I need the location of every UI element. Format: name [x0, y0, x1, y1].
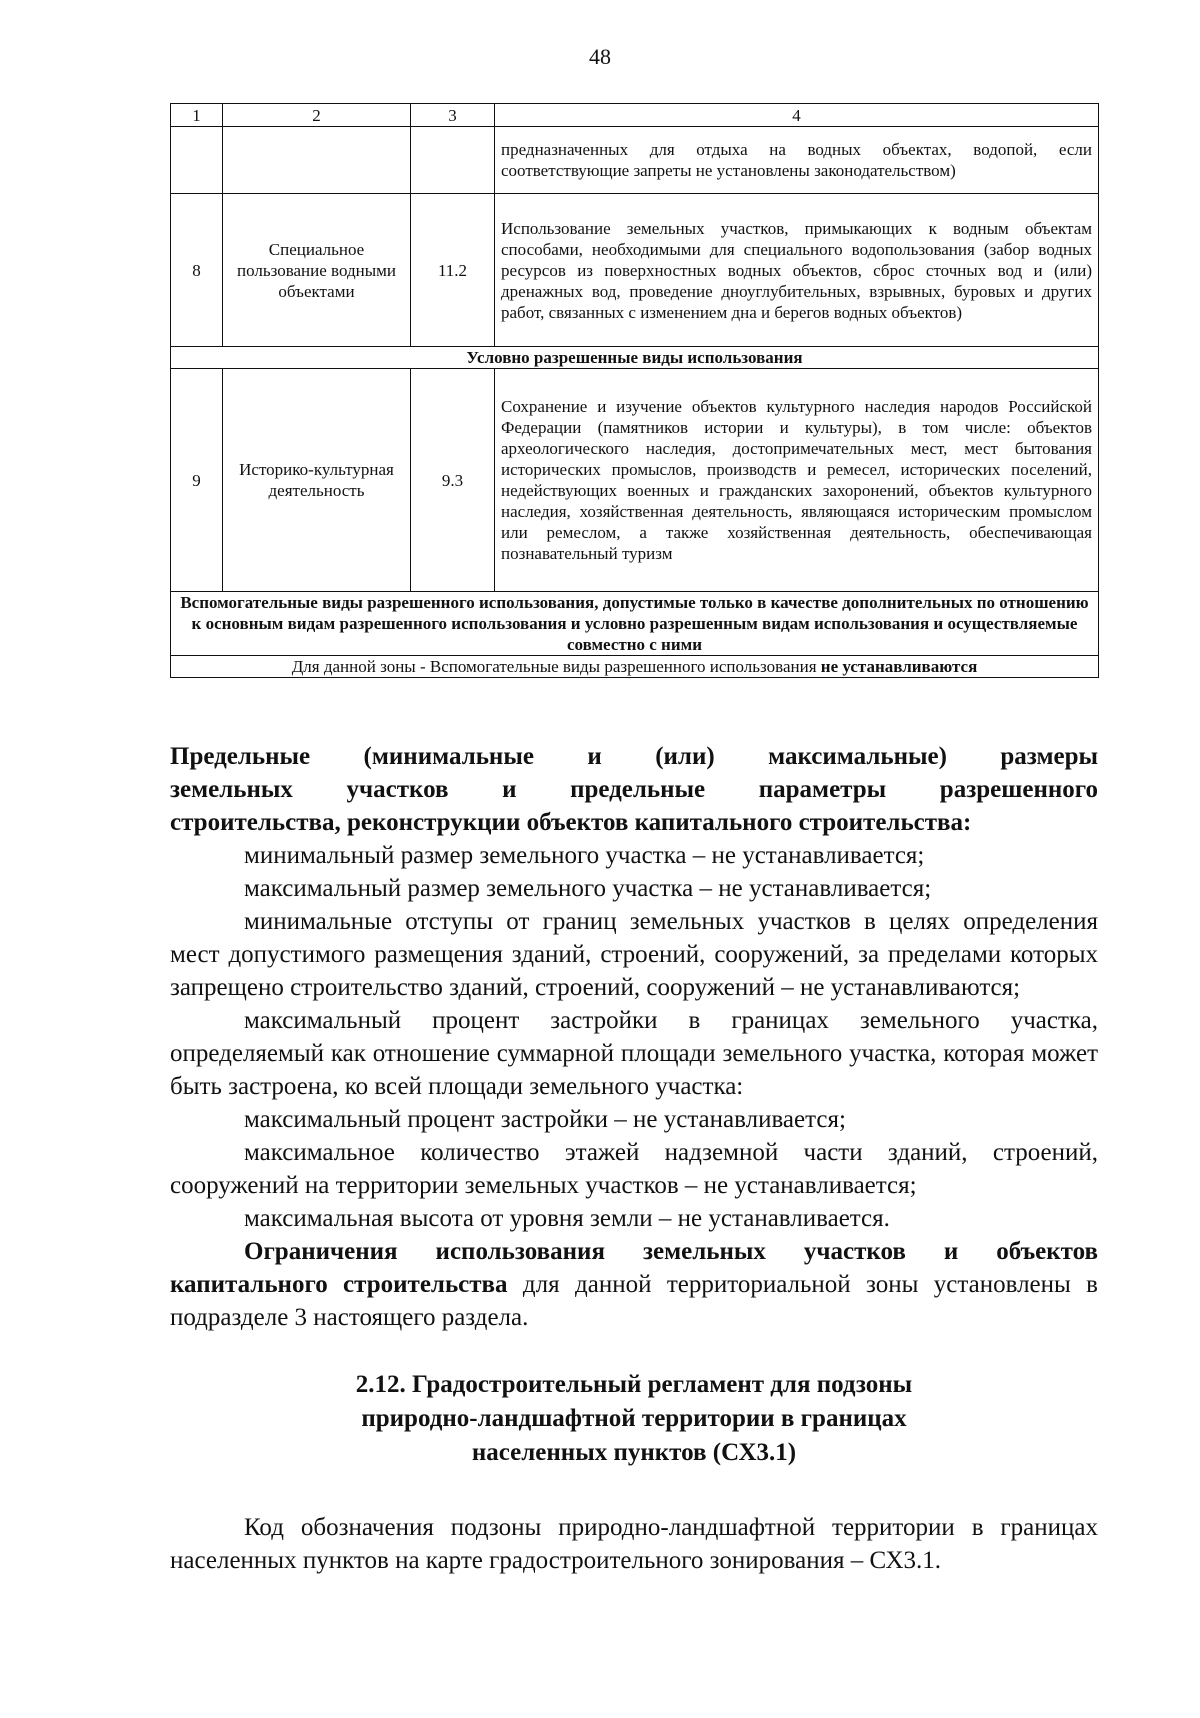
conditional-uses-heading-row	[171, 347, 1099, 369]
table-row-8	[171, 194, 1099, 347]
limits-heading-line-2: земельных участков и предельные параметры разрешенного	[170, 776, 1098, 803]
continued-description: предназначенных для отдыха на водных объектах, водопой, если соответствующие запреты не установлены законодательством)	[495, 127, 1099, 194]
land-use-table	[170, 103, 1099, 678]
auxiliary-uses-heading: Вспомогательные виды разрешенного использования, допустимые только в качестве дополнительных по отношению к основным видам разрешенного использования и условно разрешенным видам использования и осуществляемые совместно с ними	[171, 592, 1099, 656]
restrictions-bold: Ограничения использования земельных участков и объектов капитального строительства	[170, 1238, 1098, 1298]
limits-paragraph: максимальный процент застройки в границах земельного участка, определяемый как отношение суммарной площади земельного участка, которая может быть застроена, ко всей площади земельного участка:	[170, 1007, 1098, 1100]
row-use-name: Специальное пользование водными объектами	[223, 194, 411, 347]
section-title-line-3: населенных пунктов (СХ3.1)	[471, 1439, 797, 1466]
row-number: 9	[171, 369, 223, 592]
auxiliary-note-text: Для данной зоны - Вспомогательные виды разрешенного использования	[291, 657, 821, 676]
row-number: 8	[171, 194, 223, 347]
limits-paragraph: максимальная высота от уровня земли – не устанавливается.	[244, 1205, 890, 1232]
restrictions-paragraph	[170, 1235, 1098, 1334]
row-use-name: Историко-культурная деятельность	[223, 369, 411, 592]
restrictions-rest: для данной территориальной зоны установлены в подразделе 3 настоящего раздела.	[170, 1271, 1098, 1331]
section-title-line-1: 2.12. Градостроительный регламент для подзоны	[355, 1371, 913, 1398]
auxiliary-note-row	[171, 656, 1099, 678]
limits-section	[170, 740, 1098, 1334]
row-use-description: Использование земельных участков, примыкающих к водным объектам способами, необходимыми для специального водопользования (забор водных ресурсов из поверхностных водных объектов, сброс сточных вод и (или) дренажных вод, проведение дноуглубительных, взрывных, буровых и других работ, связанных с изменением дна и берегов водных объектов)	[495, 194, 1099, 347]
section-title	[170, 1368, 1098, 1470]
conditional-uses-heading: Условно разрешенные виды использования	[171, 347, 1099, 369]
auxiliary-note-strong: не устанавливаются	[820, 657, 978, 676]
limits-paragraph: минимальные отступы от границ земельных участков в целях определения мест допустимого размещения зданий, строений, сооружений, за пределами которых запрещено строительство зданий, строений, сооружений – не устанавливаются;	[170, 908, 1098, 1001]
table-row-continued	[171, 127, 1099, 194]
limits-paragraph: максимальное количество этажей надземной части зданий, строений, сооружений на территории земельных участков – не устанавливается;	[170, 1139, 1098, 1199]
limits-paragraph: максимальный размер земельного участка – не устанавливается;	[244, 875, 932, 902]
header-cell-1: 1	[171, 104, 223, 127]
row-use-code: 11.2	[411, 194, 495, 347]
row-use-description: Сохранение и изучение объектов культурного наследия народов Российской Федерации (памятников истории и культуры), в том числе: объектов археологического наследия, достопримечательных мест, мест бытования исторических промыслов, производств и ремесел, исторических поселений, недействующих военных и гражданских захоронений, объектов культурного наследия, хозяйственная деятельность, являющаяся историческим промыслом или ремеслом, а также хозяйственная деятельность, обеспечивающая познавательный туризм	[495, 369, 1099, 592]
table-row-9	[171, 369, 1099, 592]
page-number: 48	[589, 44, 611, 69]
table-header-row	[171, 104, 1099, 127]
limits-paragraph: минимальный размер земельного участка – не устанавливается;	[244, 842, 925, 869]
limits-paragraph: максимальный процент застройки – не устанавливается;	[244, 1106, 846, 1133]
limits-heading-line-1: Предельные (минимальные и (или) максимальные) размеры	[170, 743, 1098, 770]
auxiliary-note	[171, 656, 1099, 678]
zone-code-paragraph: Код обозначения подзоны природно-ландшафтной территории в границах населенных пунктов на карте градостроительного зонирования – СХ3.1.	[170, 1514, 1098, 1574]
auxiliary-uses-heading-row	[171, 592, 1099, 656]
limits-heading-line-3: строительства, реконструкции объектов капитального строительства:	[170, 809, 972, 836]
header-cell-2: 2	[223, 104, 411, 127]
row-use-code: 9.3	[411, 369, 495, 592]
header-cell-3: 3	[411, 104, 495, 127]
header-cell-4: 4	[495, 104, 1099, 127]
section-title-line-2: природно-ландшафтной территории в границах	[361, 1405, 907, 1432]
